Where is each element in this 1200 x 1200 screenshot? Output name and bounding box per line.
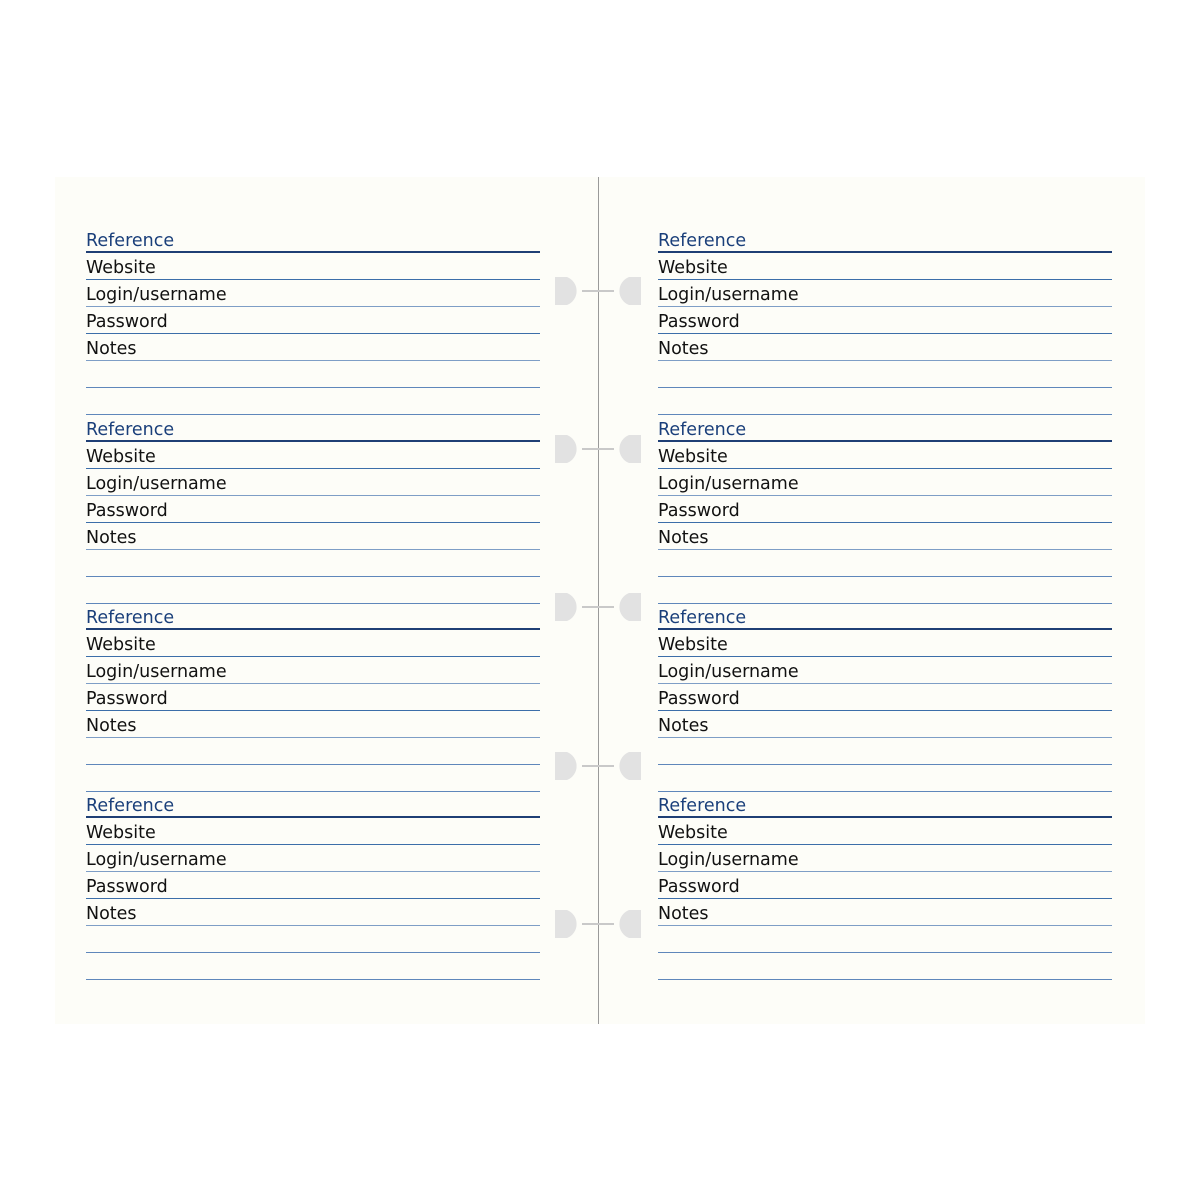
password-label: Password (86, 496, 540, 523)
binder-ring-icon (553, 908, 643, 940)
password-label: Password (658, 496, 1112, 523)
binder-ring-icon (553, 591, 643, 623)
notes-label: Notes (86, 334, 540, 361)
website-label: Website (86, 818, 540, 845)
website-label: Website (658, 442, 1112, 469)
notes-line (86, 388, 540, 415)
notes-label: Notes (658, 334, 1112, 361)
website-label: Website (658, 818, 1112, 845)
password-entry (658, 226, 1112, 415)
reference-label: Reference (86, 603, 540, 630)
reference-label: Reference (86, 791, 540, 818)
notes-line (658, 738, 1112, 765)
website-label: Website (658, 253, 1112, 280)
reference-label: Reference (658, 603, 1112, 630)
login-label: Login/username (658, 280, 1112, 307)
notes-label: Notes (658, 523, 1112, 550)
notes-line (86, 361, 540, 388)
password-entry (86, 415, 540, 604)
password-label: Password (86, 684, 540, 711)
notes-line (86, 765, 540, 792)
notes-line (658, 550, 1112, 577)
notes-line (658, 388, 1112, 415)
password-entry (658, 791, 1112, 980)
website-label: Website (86, 630, 540, 657)
notes-line (658, 577, 1112, 604)
reference-label: Reference (658, 791, 1112, 818)
password-entry (658, 415, 1112, 604)
notes-line (658, 953, 1112, 980)
password-label: Password (658, 872, 1112, 899)
notes-label: Notes (86, 523, 540, 550)
notes-line (86, 738, 540, 765)
login-label: Login/username (86, 280, 540, 307)
notes-label: Notes (86, 711, 540, 738)
reference-label: Reference (658, 415, 1112, 442)
password-entry (86, 603, 540, 792)
website-label: Website (658, 630, 1112, 657)
notes-line (86, 953, 540, 980)
login-label: Login/username (658, 657, 1112, 684)
notes-line (658, 765, 1112, 792)
reference-label: Reference (658, 226, 1112, 253)
website-label: Website (86, 253, 540, 280)
login-label: Login/username (86, 845, 540, 872)
login-label: Login/username (86, 657, 540, 684)
notes-line (86, 926, 540, 953)
binder-ring-icon (553, 275, 643, 307)
notes-line (658, 361, 1112, 388)
notes-line (86, 550, 540, 577)
notes-label: Notes (658, 899, 1112, 926)
notes-label: Notes (86, 899, 540, 926)
password-label: Password (86, 872, 540, 899)
notebook-spread (55, 177, 1145, 1024)
password-entry (658, 603, 1112, 792)
notes-label: Notes (658, 711, 1112, 738)
website-label: Website (86, 442, 540, 469)
login-label: Login/username (86, 469, 540, 496)
password-entry (86, 226, 540, 415)
password-entry (86, 791, 540, 980)
login-label: Login/username (658, 469, 1112, 496)
password-label: Password (658, 684, 1112, 711)
password-label: Password (86, 307, 540, 334)
binder-ring-icon (553, 433, 643, 465)
binder-ring-icon (553, 750, 643, 782)
reference-label: Reference (86, 415, 540, 442)
notes-line (86, 577, 540, 604)
reference-label: Reference (86, 226, 540, 253)
notes-line (658, 926, 1112, 953)
login-label: Login/username (658, 845, 1112, 872)
password-label: Password (658, 307, 1112, 334)
